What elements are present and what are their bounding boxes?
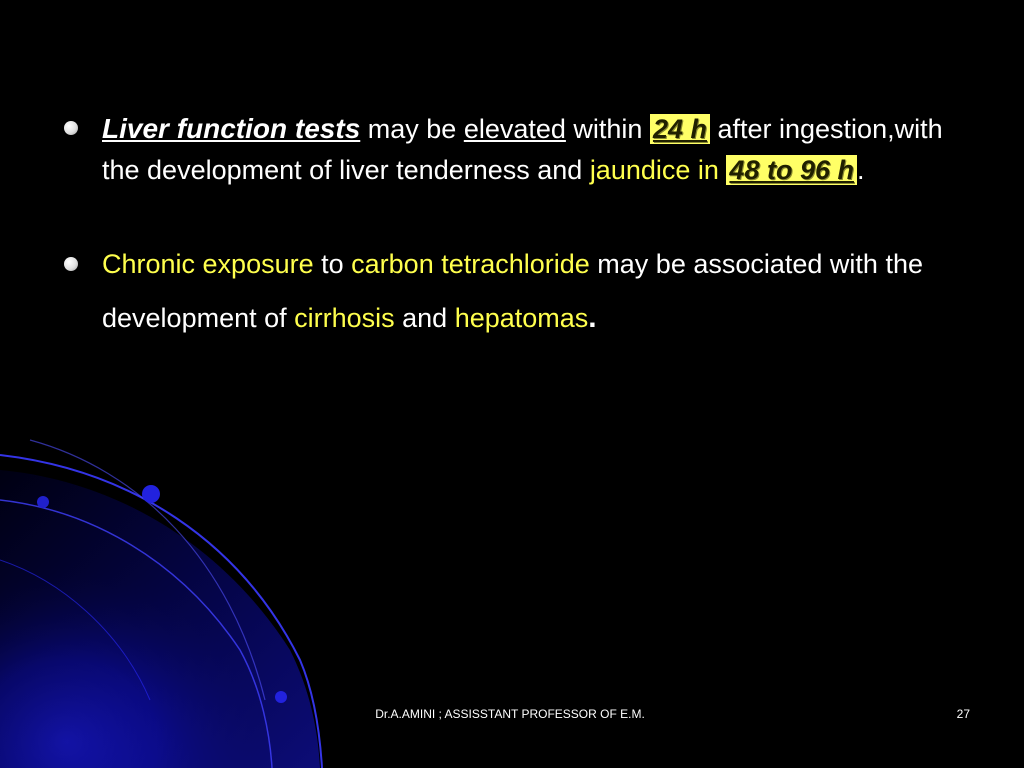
text-segment: may be	[360, 114, 464, 144]
term-chronic-exposure: Chronic exposure	[102, 249, 314, 279]
text-segment: may be associated with the development of	[102, 249, 923, 333]
highlight-24h: 24 h	[650, 114, 710, 144]
term-carbon-tetrachloride: carbon tetrachloride	[351, 249, 590, 279]
slide-footer: Dr.A.AMINI ; ASSISSTANT PROFESSOR OF E.M.	[375, 707, 645, 721]
text-segment: and	[394, 303, 455, 333]
highlight-48-to-96h: 48 to 96 h	[726, 155, 857, 185]
text-segment: within	[565, 114, 650, 144]
bullet-dot-icon	[64, 257, 78, 271]
text-segment: after ingestion,with the development of liver tenderness and	[102, 114, 943, 185]
bullet-liver-function	[62, 108, 962, 191]
page-number: 27	[956, 707, 970, 721]
term-jaundice: jaundice in	[589, 155, 727, 185]
text-period: .	[588, 301, 597, 334]
term-elevated: elevated	[463, 114, 566, 144]
text-segment: to	[313, 249, 352, 279]
text-period: .	[856, 155, 865, 185]
bullet-list	[62, 108, 962, 345]
term-hepatomas: hepatomas	[454, 303, 589, 333]
bullet-dot-icon	[64, 121, 78, 135]
term-liver-function-tests: Liver function tests	[102, 113, 361, 144]
term-cirrhosis: cirrhosis	[294, 303, 395, 333]
bullet-chronic-exposure	[62, 237, 962, 345]
